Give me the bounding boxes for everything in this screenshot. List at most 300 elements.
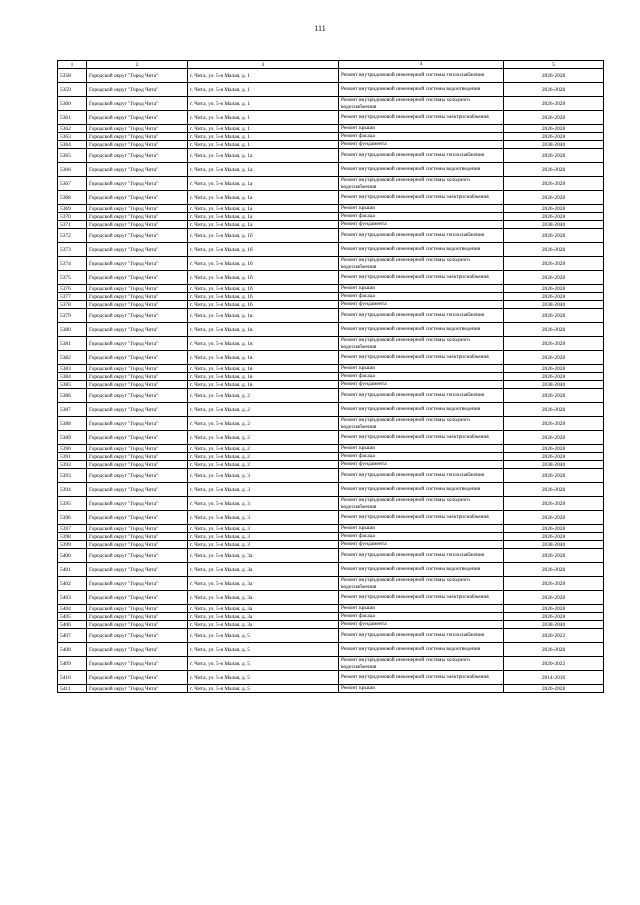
work-type-cell: Ремонт фасада (339, 533, 504, 541)
period-cell: 2026-2028 (504, 525, 604, 533)
repair-schedule-table (57, 60, 604, 693)
work-type-cell: Ремонт внутридомовой инженерной системы холодного водоснабжения (339, 417, 504, 431)
work-type-cell: Ремонт внутридомовой инженерной системы холодного водоснабжения (339, 257, 504, 271)
work-type-cell: Ремонт фасада (339, 133, 504, 141)
period-cell: 2038-2040 (504, 301, 604, 309)
address-cell: г. Чита, ул. 5-я Малая, д. 2 (188, 431, 339, 445)
municipality-cell: Городской округ "Город Чита" (87, 133, 188, 141)
period-cell: 2026-2028 (504, 591, 604, 605)
municipality-cell: Городской округ "Город Чита" (87, 577, 188, 591)
row-number-cell: 5386 (58, 389, 87, 403)
table-row (58, 577, 604, 591)
table-row (58, 453, 604, 461)
row-number-cell: 5363 (58, 133, 87, 141)
address-cell: г. Чита, ул. 5-я Малая, д. 5 (188, 671, 339, 685)
municipality-cell: Городской округ "Город Чита" (87, 323, 188, 337)
address-cell: г. Чита, ул. 5-я Малая, д. 5 (188, 629, 339, 643)
row-number-cell: 5408 (58, 643, 87, 657)
work-type-cell: Ремонт внутридомовой инженерной системы электроснабжения (339, 431, 504, 445)
period-cell: 2026-2028 (504, 469, 604, 483)
table-row (58, 141, 604, 149)
work-type-cell: Ремонт крыши (339, 605, 504, 613)
row-number-cell: 5373 (58, 243, 87, 257)
table-body (58, 69, 604, 693)
table-row (58, 417, 604, 431)
table-row (58, 389, 604, 403)
header-col-1: 1 (58, 61, 87, 69)
period-cell: 2038-2040 (504, 621, 604, 629)
period-cell: 2026-2028 (504, 323, 604, 337)
table-row (58, 163, 604, 177)
address-cell: г. Чита, ул. 5-я Малая, д. 1 (188, 133, 339, 141)
municipality-cell: Городской округ "Город Чита" (87, 469, 188, 483)
table-row (58, 605, 604, 613)
work-type-cell: Ремонт внутридомовой инженерной системы теплоснабжения (339, 469, 504, 483)
table-row (58, 149, 604, 163)
table-row (58, 133, 604, 141)
address-cell: г. Чита, ул. 5-я Малая, д. 1 (188, 125, 339, 133)
address-cell: г. Чита, ул. 5-я Малая, д. 2 (188, 417, 339, 431)
table-row (58, 469, 604, 483)
table-row (58, 229, 604, 243)
address-cell: г. Чита, ул. 5-я Малая, д. 1в (188, 337, 339, 351)
municipality-cell: Городской округ "Город Чита" (87, 141, 188, 149)
work-type-cell: Ремонт фундамента (339, 221, 504, 229)
address-cell: г. Чита, ул. 5-я Малая, д. 2 (188, 445, 339, 453)
municipality-cell: Городской округ "Город Чита" (87, 563, 188, 577)
municipality-cell: Городской округ "Город Чита" (87, 511, 188, 525)
row-number-cell: 5360 (58, 97, 87, 111)
header-col-4: 4 (339, 61, 504, 69)
period-cell: 2026-2028 (504, 643, 604, 657)
work-type-cell: Ремонт внутридомовой инженерной системы электроснабжения (339, 191, 504, 205)
period-cell: 2020-2022 (504, 629, 604, 643)
municipality-cell: Городской округ "Город Чита" (87, 229, 188, 243)
period-cell: 2026-2028 (504, 563, 604, 577)
municipality-cell: Городской округ "Город Чита" (87, 591, 188, 605)
table-row (58, 323, 604, 337)
table-row (58, 685, 604, 693)
period-cell: 2038-2040 (504, 221, 604, 229)
address-cell: г. Чита, ул. 5-я Малая, д. 1в (188, 309, 339, 323)
work-type-cell: Ремонт внутридомовой инженерной системы электроснабжения (339, 271, 504, 285)
municipality-cell: Городской округ "Город Чита" (87, 431, 188, 445)
address-cell: г. Чита, ул. 5-я Малая, д. 1б (188, 271, 339, 285)
period-cell: 2026-2028 (504, 177, 604, 191)
municipality-cell: Городской округ "Город Чита" (87, 685, 188, 693)
period-cell: 2026-2028 (504, 97, 604, 111)
period-cell: 2038-2040 (504, 141, 604, 149)
row-number-cell: 5365 (58, 149, 87, 163)
row-number-cell: 5382 (58, 351, 87, 365)
municipality-cell: Городской округ "Город Чита" (87, 293, 188, 301)
work-type-cell: Ремонт внутридомовой инженерной системы водоотведения (339, 563, 504, 577)
work-type-cell: Ремонт фундамента (339, 461, 504, 469)
work-type-cell: Ремонт внутридомовой инженерной системы водоотведения (339, 243, 504, 257)
table-row (58, 541, 604, 549)
municipality-cell: Городской округ "Город Чита" (87, 605, 188, 613)
address-cell: г. Чита, ул. 5-я Малая, д. 1в (188, 351, 339, 365)
municipality-cell: Городской округ "Город Чита" (87, 525, 188, 533)
municipality-cell: Городской округ "Город Чита" (87, 191, 188, 205)
row-number-cell: 5385 (58, 381, 87, 389)
municipality-cell: Городской округ "Город Чита" (87, 533, 188, 541)
period-cell: 2026-2028 (504, 417, 604, 431)
work-type-cell: Ремонт внутридомовой инженерной системы теплоснабжения (339, 389, 504, 403)
period-cell: 2026-2028 (504, 337, 604, 351)
period-cell: 2026-2028 (504, 605, 604, 613)
period-cell: 2026-2028 (504, 69, 604, 83)
work-type-cell: Ремонт фасада (339, 213, 504, 221)
work-type-cell: Ремонт крыши (339, 285, 504, 293)
table-row (58, 221, 604, 229)
row-number-cell: 5396 (58, 511, 87, 525)
period-cell: 2026-2028 (504, 511, 604, 525)
header-col-3: 3 (188, 61, 339, 69)
address-cell: г. Чита, ул. 5-я Малая, д. 1б (188, 257, 339, 271)
period-cell: 2026-2028 (504, 149, 604, 163)
row-number-cell: 5387 (58, 403, 87, 417)
row-number-cell: 5368 (58, 191, 87, 205)
address-cell: г. Чита, ул. 5-я Малая, д. 2 (188, 461, 339, 469)
period-cell: 2014-2016 (504, 671, 604, 685)
period-cell: 2026-2028 (504, 229, 604, 243)
table-row (58, 591, 604, 605)
table-row (58, 511, 604, 525)
municipality-cell: Городской округ "Город Чита" (87, 365, 188, 373)
table-row (58, 337, 604, 351)
address-cell: г. Чита, ул. 5-я Малая, д. 3 (188, 497, 339, 511)
period-cell: 2026-2028 (504, 373, 604, 381)
table-row (58, 461, 604, 469)
work-type-cell: Ремонт фундамента (339, 141, 504, 149)
work-type-cell: Ремонт крыши (339, 205, 504, 213)
municipality-cell: Городской округ "Город Чита" (87, 671, 188, 685)
table-row (58, 365, 604, 373)
table-row (58, 205, 604, 213)
work-type-cell: Ремонт внутридомовой инженерной системы теплоснабжения (339, 309, 504, 323)
table-row (58, 621, 604, 629)
row-number-cell: 5371 (58, 221, 87, 229)
work-type-cell: Ремонт внутридомовой инженерной системы электроснабжения (339, 671, 504, 685)
table-row (58, 177, 604, 191)
municipality-cell: Городской округ "Город Чита" (87, 149, 188, 163)
period-cell: 2026-2028 (504, 365, 604, 373)
table-row (58, 293, 604, 301)
period-cell: 2026-2028 (504, 205, 604, 213)
municipality-cell: Городской округ "Город Чита" (87, 461, 188, 469)
address-cell: г. Чита, ул. 5-я Малая, д. 1в (188, 381, 339, 389)
address-cell: г. Чита, ул. 5-я Малая, д. 2 (188, 403, 339, 417)
period-cell: 2026-2028 (504, 133, 604, 141)
table-row (58, 83, 604, 97)
table-row (58, 643, 604, 657)
municipality-cell: Городской округ "Город Чита" (87, 549, 188, 563)
address-cell: г. Чита, ул. 5-я Малая, д. 1а (188, 163, 339, 177)
table-row (58, 257, 604, 271)
row-number-cell: 5374 (58, 257, 87, 271)
row-number-cell: 5361 (58, 111, 87, 125)
table-row (58, 403, 604, 417)
work-type-cell: Ремонт крыши (339, 125, 504, 133)
row-number-cell: 5411 (58, 685, 87, 693)
row-number-cell: 5397 (58, 525, 87, 533)
work-type-cell: Ремонт внутридомовой инженерной системы водоотведения (339, 403, 504, 417)
table-row (58, 69, 604, 83)
address-cell: г. Чита, ул. 5-я Малая, д. 1а (188, 221, 339, 229)
row-number-cell: 5377 (58, 293, 87, 301)
address-cell: г. Чита, ул. 5-я Малая, д. 3а (188, 621, 339, 629)
table-row (58, 243, 604, 257)
work-type-cell: Ремонт крыши (339, 445, 504, 453)
municipality-cell: Городской округ "Город Чита" (87, 163, 188, 177)
period-cell: 2020-2022 (504, 657, 604, 671)
address-cell: г. Чита, ул. 5-я Малая, д. 3 (188, 511, 339, 525)
table-row (58, 373, 604, 381)
work-type-cell: Ремонт внутридомовой инженерной системы холодного водоснабжения (339, 497, 504, 511)
municipality-cell: Городской округ "Город Чита" (87, 111, 188, 125)
municipality-cell: Городской округ "Город Чита" (87, 483, 188, 497)
period-cell: 2026-2028 (504, 445, 604, 453)
period-cell: 2026-2028 (504, 285, 604, 293)
municipality-cell: Городской округ "Город Чита" (87, 643, 188, 657)
work-type-cell: Ремонт внутридомовой инженерной системы холодного водоснабжения (339, 337, 504, 351)
row-number-cell: 5358 (58, 69, 87, 83)
work-type-cell: Ремонт внутридомовой инженерной системы теплоснабжения (339, 149, 504, 163)
table-row (58, 563, 604, 577)
work-type-cell: Ремонт фундамента (339, 301, 504, 309)
address-cell: г. Чита, ул. 5-я Малая, д. 3 (188, 525, 339, 533)
municipality-cell: Городской округ "Город Чита" (87, 541, 188, 549)
row-number-cell: 5376 (58, 285, 87, 293)
address-cell: г. Чита, ул. 5-я Малая, д. 1 (188, 111, 339, 125)
work-type-cell: Ремонт внутридомовой инженерной системы электроснабжения (339, 591, 504, 605)
work-type-cell: Ремонт внутридомовой инженерной системы водоотведения (339, 483, 504, 497)
work-type-cell: Ремонт внутридомовой инженерной системы электроснабжения (339, 511, 504, 525)
table-row (58, 533, 604, 541)
work-type-cell: Ремонт внутридомовой инженерной системы холодного водоснабжения (339, 177, 504, 191)
address-cell: г. Чита, ул. 5-я Малая, д. 5 (188, 657, 339, 671)
municipality-cell: Городской округ "Город Чита" (87, 213, 188, 221)
table-header (58, 61, 604, 69)
work-type-cell: Ремонт фундамента (339, 621, 504, 629)
address-cell: г. Чита, ул. 5-я Малая, д. 3а (188, 563, 339, 577)
row-number-cell: 5367 (58, 177, 87, 191)
address-cell: г. Чита, ул. 5-я Малая, д. 1 (188, 141, 339, 149)
table-row (58, 613, 604, 621)
address-cell: г. Чита, ул. 5-я Малая, д. 1а (188, 213, 339, 221)
work-type-cell: Ремонт крыши (339, 525, 504, 533)
table-row (58, 431, 604, 445)
municipality-cell: Городской округ "Город Чита" (87, 83, 188, 97)
row-number-cell: 5375 (58, 271, 87, 285)
row-number-cell: 5362 (58, 125, 87, 133)
table-row (58, 213, 604, 221)
address-cell: г. Чита, ул. 5-я Малая, д. 1а (188, 205, 339, 213)
municipality-cell: Городской округ "Город Чита" (87, 177, 188, 191)
period-cell: 2026-2028 (504, 309, 604, 323)
row-number-cell: 5364 (58, 141, 87, 149)
row-number-cell: 5384 (58, 373, 87, 381)
row-number-cell: 5404 (58, 605, 87, 613)
row-number-cell: 5392 (58, 461, 87, 469)
municipality-cell: Городской округ "Город Чита" (87, 285, 188, 293)
address-cell: г. Чита, ул. 5-я Малая, д. 1 (188, 69, 339, 83)
municipality-cell: Городской округ "Город Чита" (87, 125, 188, 133)
address-cell: г. Чита, ул. 5-я Малая, д. 1а (188, 191, 339, 205)
work-type-cell: Ремонт внутридомовой инженерной системы теплоснабжения (339, 549, 504, 563)
municipality-cell: Городской округ "Город Чита" (87, 657, 188, 671)
address-cell: г. Чита, ул. 5-я Малая, д. 3 (188, 483, 339, 497)
row-number-cell: 5406 (58, 621, 87, 629)
municipality-cell: Городской округ "Город Чита" (87, 243, 188, 257)
municipality-cell: Городской округ "Город Чита" (87, 351, 188, 365)
work-type-cell: Ремонт внутридомовой инженерной системы водоотведения (339, 163, 504, 177)
row-number-cell: 5410 (58, 671, 87, 685)
row-number-cell: 5380 (58, 323, 87, 337)
work-type-cell: Ремонт внутридомовой инженерной системы электроснабжения (339, 351, 504, 365)
municipality-cell: Городской округ "Город Чита" (87, 301, 188, 309)
work-type-cell: Ремонт фасада (339, 453, 504, 461)
row-number-cell: 5395 (58, 497, 87, 511)
row-number-cell: 5398 (58, 533, 87, 541)
row-number-cell: 5401 (58, 563, 87, 577)
work-type-cell: Ремонт внутридомовой инженерной системы электроснабжения (339, 111, 504, 125)
work-type-cell: Ремонт внутридомовой инженерной системы холодного водоснабжения (339, 97, 504, 111)
address-cell: г. Чита, ул. 5-я Малая, д. 2 (188, 389, 339, 403)
address-cell: г. Чита, ул. 5-я Малая, д. 1а (188, 177, 339, 191)
municipality-cell: Городской округ "Город Чита" (87, 445, 188, 453)
table-row (58, 125, 604, 133)
work-type-cell: Ремонт фасада (339, 613, 504, 621)
municipality-cell: Городской округ "Город Чита" (87, 205, 188, 213)
row-number-cell: 5405 (58, 613, 87, 621)
period-cell: 2026-2028 (504, 271, 604, 285)
period-cell: 2026-2028 (504, 163, 604, 177)
period-cell: 2026-2028 (504, 83, 604, 97)
address-cell: г. Чита, ул. 5-я Малая, д. 1б (188, 243, 339, 257)
row-number-cell: 5372 (58, 229, 87, 243)
row-number-cell: 5391 (58, 453, 87, 461)
table-row (58, 657, 604, 671)
work-type-cell: Ремонт внутридомовой инженерной системы водоотведения (339, 83, 504, 97)
address-cell: г. Чита, ул. 5-я Малая, д. 1в (188, 323, 339, 337)
period-cell: 2026-2028 (504, 213, 604, 221)
row-number-cell: 5390 (58, 445, 87, 453)
row-number-cell: 5403 (58, 591, 87, 605)
period-cell: 2026-2028 (504, 125, 604, 133)
row-number-cell: 5402 (58, 577, 87, 591)
header-row (58, 61, 604, 69)
work-type-cell: Ремонт фундамента (339, 381, 504, 389)
period-cell: 2026-2028 (504, 533, 604, 541)
address-cell: г. Чита, ул. 5-я Малая, д. 3 (188, 533, 339, 541)
header-col-5: 5 (504, 61, 604, 69)
row-number-cell: 5379 (58, 309, 87, 323)
table-row (58, 445, 604, 453)
row-number-cell: 5409 (58, 657, 87, 671)
period-cell: 2026-2028 (504, 431, 604, 445)
table-row (58, 301, 604, 309)
period-cell: 2026-2028 (504, 497, 604, 511)
municipality-cell: Городской округ "Город Чита" (87, 417, 188, 431)
municipality-cell: Городской округ "Город Чита" (87, 453, 188, 461)
table-row (58, 483, 604, 497)
table-row (58, 97, 604, 111)
row-number-cell: 5369 (58, 205, 87, 213)
period-cell: 2026-2028 (504, 577, 604, 591)
municipality-cell: Городской округ "Город Чита" (87, 337, 188, 351)
row-number-cell: 5389 (58, 431, 87, 445)
work-type-cell: Ремонт фундамента (339, 541, 504, 549)
work-type-cell: Ремонт внутридомовой инженерной системы холодного водоснабжения (339, 577, 504, 591)
work-type-cell: Ремонт крыши (339, 365, 504, 373)
work-type-cell: Ремонт крыши (339, 685, 504, 693)
row-number-cell: 5399 (58, 541, 87, 549)
municipality-cell: Городской округ "Город Чита" (87, 629, 188, 643)
period-cell: 2038-2040 (504, 541, 604, 549)
period-cell: 2038-2040 (504, 381, 604, 389)
municipality-cell: Городской округ "Город Чита" (87, 403, 188, 417)
table-row (58, 111, 604, 125)
row-number-cell: 5407 (58, 629, 87, 643)
address-cell: г. Чита, ул. 5-я Малая, д. 1 (188, 83, 339, 97)
period-cell: 2026-2028 (504, 389, 604, 403)
table-row (58, 497, 604, 511)
address-cell: г. Чита, ул. 5-я Малая, д. 1б (188, 293, 339, 301)
municipality-cell: Городской округ "Город Чита" (87, 69, 188, 83)
address-cell: г. Чита, ул. 5-я Малая, д. 1б (188, 301, 339, 309)
period-cell: 2026-2028 (504, 403, 604, 417)
address-cell: г. Чита, ул. 5-я Малая, д. 3а (188, 613, 339, 621)
table-row (58, 351, 604, 365)
address-cell: г. Чита, ул. 5-я Малая, д. 5 (188, 685, 339, 693)
work-type-cell: Ремонт внутридомовой инженерной системы теплоснабжения (339, 629, 504, 643)
period-cell: 2026-2028 (504, 351, 604, 365)
work-type-cell: Ремонт внутридомовой инженерной системы теплоснабжения (339, 69, 504, 83)
address-cell: г. Чита, ул. 5-я Малая, д. 1а (188, 149, 339, 163)
row-number-cell: 5383 (58, 365, 87, 373)
period-cell: 2026-2028 (504, 483, 604, 497)
table-row (58, 525, 604, 533)
period-cell: 2026-2028 (504, 453, 604, 461)
period-cell: 2026-2028 (504, 549, 604, 563)
period-cell: 2026-2028 (504, 111, 604, 125)
header-col-2: 2 (87, 61, 188, 69)
row-number-cell: 5381 (58, 337, 87, 351)
work-type-cell: Ремонт фасада (339, 373, 504, 381)
municipality-cell: Городской округ "Город Чита" (87, 373, 188, 381)
address-cell: г. Чита, ул. 5-я Малая, д. 1б (188, 229, 339, 243)
work-type-cell: Ремонт фасада (339, 293, 504, 301)
municipality-cell: Городской округ "Город Чита" (87, 257, 188, 271)
address-cell: г. Чита, ул. 5-я Малая, д. 1в (188, 373, 339, 381)
row-number-cell: 5388 (58, 417, 87, 431)
row-number-cell: 5393 (58, 469, 87, 483)
period-cell: 2026-2028 (504, 613, 604, 621)
address-cell: г. Чита, ул. 5-я Малая, д. 2 (188, 453, 339, 461)
table-row (58, 285, 604, 293)
address-cell: г. Чита, ул. 5-я Малая, д. 5 (188, 643, 339, 657)
page-number: 111 (314, 24, 326, 33)
row-number-cell: 5370 (58, 213, 87, 221)
municipality-cell: Городской округ "Город Чита" (87, 309, 188, 323)
municipality-cell: Городской округ "Город Чита" (87, 221, 188, 229)
work-type-cell: Ремонт внутридомовой инженерной системы теплоснабжения (339, 229, 504, 243)
row-number-cell: 5366 (58, 163, 87, 177)
work-type-cell: Ремонт внутридомовой инженерной системы холодного водоснабжения (339, 657, 504, 671)
municipality-cell: Городской округ "Город Чита" (87, 271, 188, 285)
